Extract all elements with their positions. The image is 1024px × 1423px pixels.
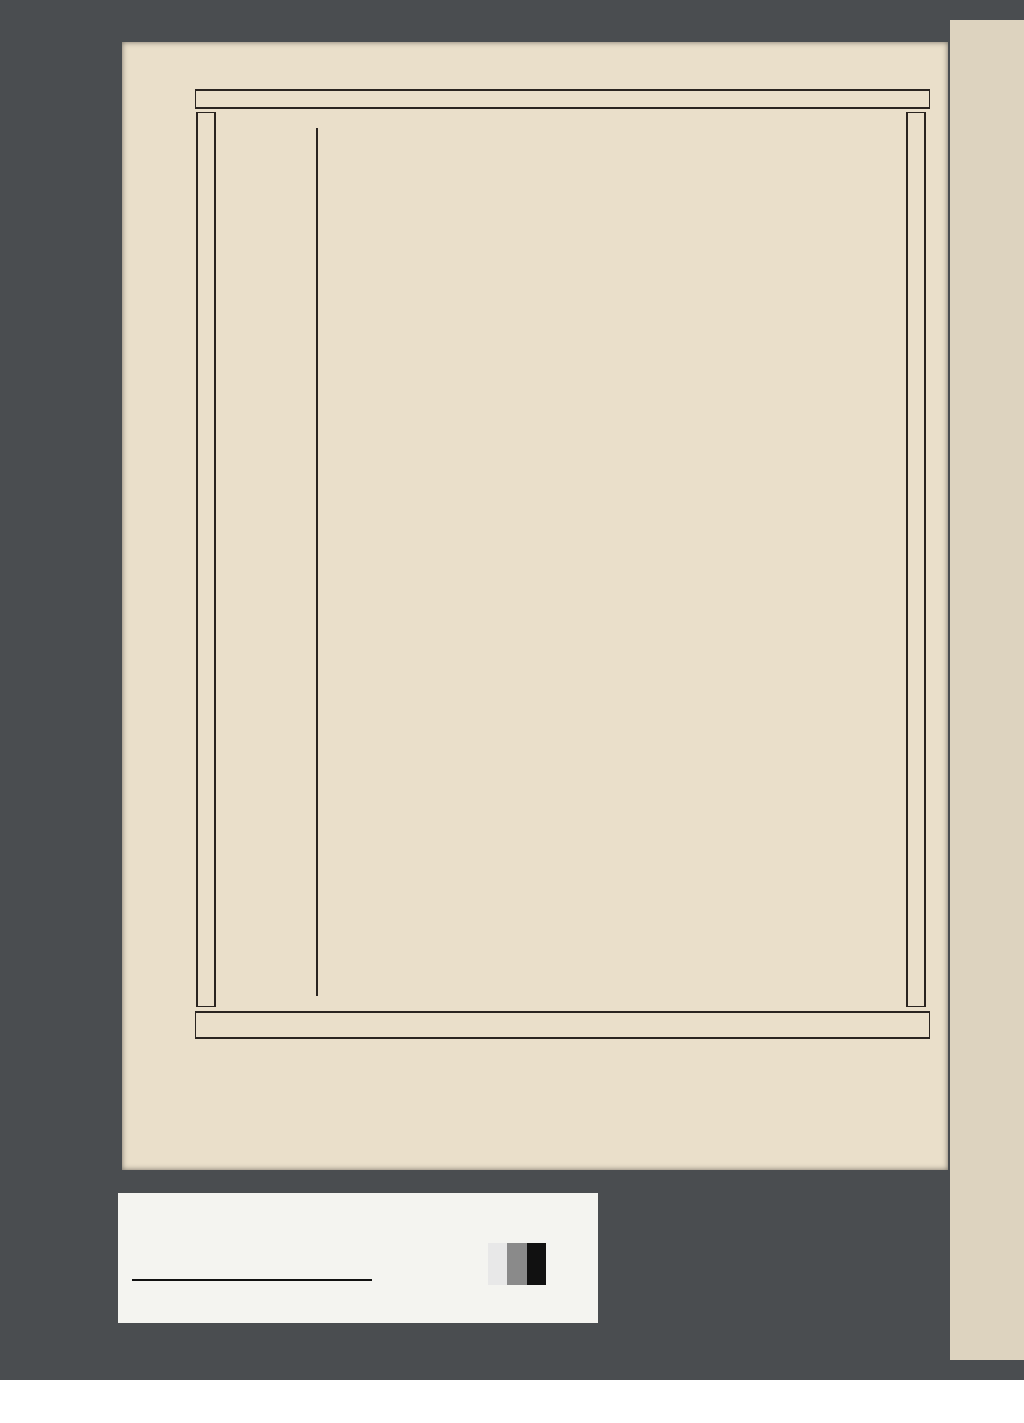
scale-ruler (132, 1251, 372, 1281)
library-label-card (118, 1193, 598, 1323)
ornament-border-left (195, 112, 217, 1007)
gray-scale-swatch (488, 1243, 546, 1285)
ornament-border-top (195, 88, 930, 110)
ruler-numbers (128, 1285, 388, 1311)
facing-page-edge (950, 20, 1024, 1360)
ornament-border-bottom (195, 1010, 930, 1040)
book-page (122, 42, 948, 1170)
barcode-icon (8, 1388, 46, 1414)
ornament-border-right (905, 112, 927, 1007)
margin-rule (316, 128, 318, 996)
footer-bar (0, 1380, 1024, 1423)
